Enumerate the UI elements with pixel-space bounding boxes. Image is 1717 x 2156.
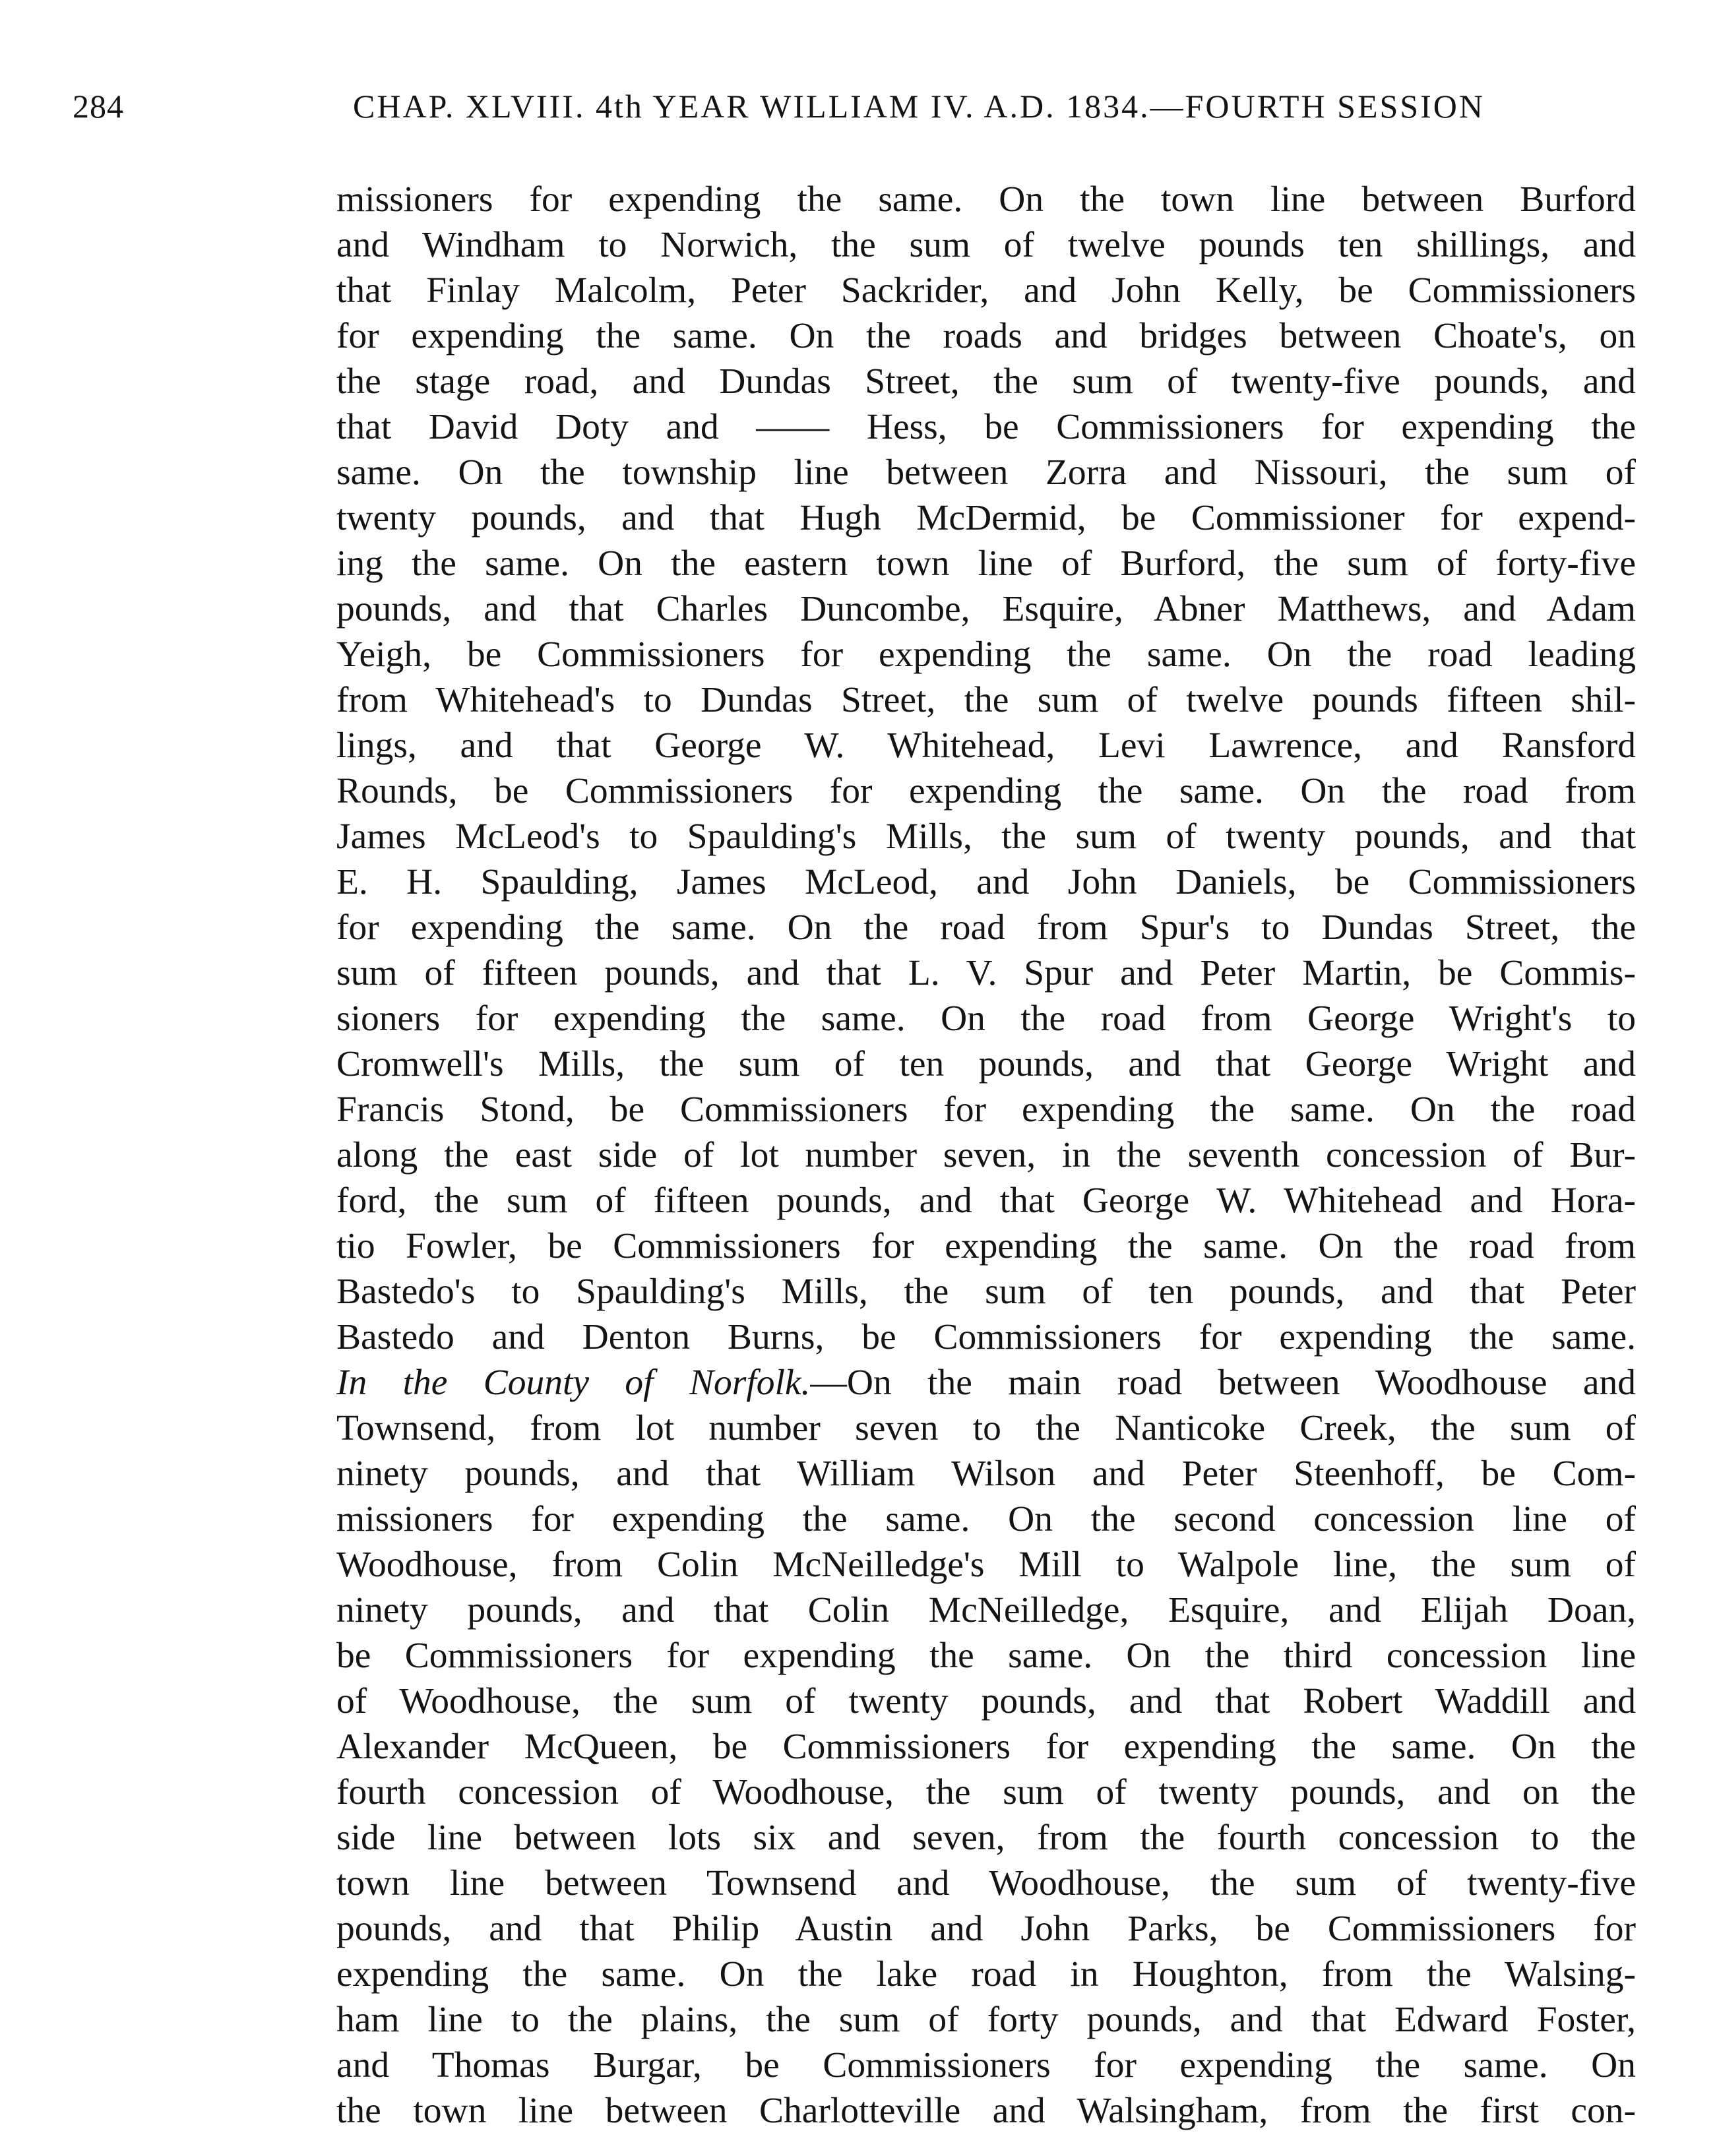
text-line [336, 1496, 1636, 1542]
text-line [336, 1314, 1636, 1360]
line-text: Francis Stond, be Commissioners for expending the same. On the road [336, 1090, 1636, 1130]
line-text: ninety pounds, and that William Wilson and Peter Steenhoff, be Com- [336, 1454, 1636, 1494]
line-text: E. H. Spaulding, James McLeod, and John Daniels, be Commissioners [336, 862, 1636, 902]
line-text: Alexander McQueen, be Commissioners for expending the same. On the [336, 1727, 1636, 1767]
line-text: sum of fifteen pounds, and that L. V. Spur and Peter Martin, be Commis- [336, 953, 1636, 993]
line-text: Rounds, be Commissioners for expending the same. On the road from [336, 771, 1636, 811]
line-text: lings, and that George W. Whitehead, Levi Lawrence, and Ransford [336, 725, 1636, 766]
line-text: missioners for expending the same. On the second concession line of [336, 1499, 1636, 1539]
running-head: CHAP. XLVIII. 4th YEAR WILLIAM IV. A.D. 1834.—FOURTH SESSION [353, 88, 1485, 125]
county-heading: In the County of Norfolk. [336, 1363, 811, 1403]
body-text [336, 177, 1636, 2134]
text-line [336, 1405, 1636, 1451]
line-text: and Thomas Burgar, be Commissioners for expending the same. On [336, 2045, 1636, 2085]
text-line [336, 268, 1636, 313]
line-text: pounds, and that Charles Duncombe, Esquire, Abner Matthews, and Adam [336, 589, 1636, 629]
line-text: be Commissioners for expending the same. On the third concession line [336, 1636, 1636, 1676]
line-text: side line between lots six and seven, from the fourth concession to the [336, 1818, 1636, 1858]
line-text: Bastedo's to Spaulding's Mills, the sum of ten pounds, and that Peter [336, 1272, 1636, 1312]
line-text: expending the same. On the lake road in Houghton, from the Walsing- [336, 1954, 1636, 1994]
page-number: 284 [73, 88, 124, 125]
text-line [336, 768, 1636, 814]
text-line [336, 1269, 1636, 1314]
text-line [336, 1132, 1636, 1178]
line-text: the stage road, and Dundas Street, the sum of twenty-five pounds, and [336, 361, 1636, 402]
text-line [336, 1906, 1636, 1952]
text-line [336, 814, 1636, 859]
line-text: twenty pounds, and that Hugh McDermid, be Commissioner for expend- [336, 498, 1636, 538]
line-text: ham line to the plains, the sum of forty pounds, and that Edward Foster, [336, 2000, 1636, 2040]
line-text: James McLeod's to Spaulding's Mills, the sum of twenty pounds, and that [336, 816, 1636, 857]
line-text: Townsend, from lot number seven to the Nanticoke Creek, the sum of [336, 1408, 1636, 1448]
line-text: Bastedo and Denton Burns, be Commissioners for expending the same. [336, 1317, 1636, 1357]
text-line [336, 222, 1636, 268]
text-line [336, 632, 1636, 677]
text-line [336, 1223, 1636, 1269]
text-line [336, 905, 1636, 950]
line-text: from Whitehead's to Dundas Street, the sum of twelve pounds fifteen shil- [336, 680, 1636, 720]
text-line [336, 313, 1636, 359]
text-line [336, 1633, 1636, 1679]
line-text: for expending the same. On the roads and bridges between Choate's, on [336, 316, 1636, 356]
text-line [336, 2088, 1636, 2134]
line-text: Yeigh, be Commissioners for expending the same. On the road leading [336, 634, 1636, 675]
text-line [336, 859, 1636, 905]
text-line [336, 1587, 1636, 1633]
text-line [336, 495, 1636, 541]
line-text: ing the same. On the eastern town line of Burford, the sum of forty-five [336, 543, 1636, 584]
line-text: of Woodhouse, the sum of twenty pounds, and that Robert Waddill and [336, 1681, 1636, 1721]
text-line [336, 1679, 1636, 1724]
line-text: sioners for expending the same. On the road from George Wright's to [336, 999, 1636, 1039]
text-line [336, 723, 1636, 768]
text-line [336, 1360, 1636, 1405]
text-line [336, 1451, 1636, 1496]
line-text: same. On the township line between Zorra and Nissouri, the sum of [336, 452, 1636, 493]
text-line [336, 950, 1636, 996]
line-text: Woodhouse, from Colin McNeilledge's Mill to Walpole line, the sum of [336, 1545, 1636, 1585]
text-line [336, 996, 1636, 1041]
text-line [336, 1952, 1636, 1997]
text-line [336, 1861, 1636, 1906]
text-line [336, 1770, 1636, 1815]
line-text: Cromwell's Mills, the sum of ten pounds, and that George Wright and [336, 1044, 1636, 1084]
text-line [336, 177, 1636, 222]
line-text: the town line between Charlotteville and Walsingham, from the first con- [336, 2091, 1636, 2131]
line-text: fourth concession of Woodhouse, the sum of twenty pounds, and on the [336, 1772, 1636, 1812]
line-text: that Finlay Malcolm, Peter Sackrider, and John Kelly, be Commissioners [336, 270, 1636, 311]
text-line [336, 359, 1636, 404]
text-line [336, 541, 1636, 586]
text-line [336, 677, 1636, 723]
text-line [336, 2043, 1636, 2088]
text-line [336, 1041, 1636, 1087]
text-line [336, 404, 1636, 450]
page-header [73, 87, 1642, 140]
line-text: town line between Townsend and Woodhouse, the sum of twenty-five [336, 1863, 1636, 1903]
line-text: and Windham to Norwich, the sum of twelve pounds ten shillings, and [336, 225, 1636, 265]
line-text: ninety pounds, and that Colin McNeilledge, Esquire, and Elijah Doan, [336, 1590, 1636, 1630]
line-text: tio Fowler, be Commissioners for expending the same. On the road from [336, 1226, 1636, 1266]
line-text: that David Doty and —— Hess, be Commissioners for expending the [336, 407, 1636, 447]
text-line [336, 1087, 1636, 1132]
text-line [336, 1997, 1636, 2043]
line-text: missioners for expending the same. On the town line between Burford [336, 179, 1636, 220]
line-text: pounds, and that Philip Austin and John Parks, be Commissioners for [336, 1909, 1636, 1949]
text-line [336, 586, 1636, 632]
text-line [336, 1542, 1636, 1587]
line-text: —On the main road between Woodhouse and [810, 1363, 1636, 1403]
text-line [336, 1815, 1636, 1861]
line-text: along the east side of lot number seven, in the seventh concession of Bur- [336, 1135, 1636, 1175]
line-text: ford, the sum of fifteen pounds, and that George W. Whitehead and Hora- [336, 1181, 1636, 1221]
text-line [336, 450, 1636, 495]
text-line [336, 1178, 1636, 1223]
text-line [336, 1724, 1636, 1770]
line-text: for expending the same. On the road from Spur's to Dundas Street, the [336, 908, 1636, 948]
